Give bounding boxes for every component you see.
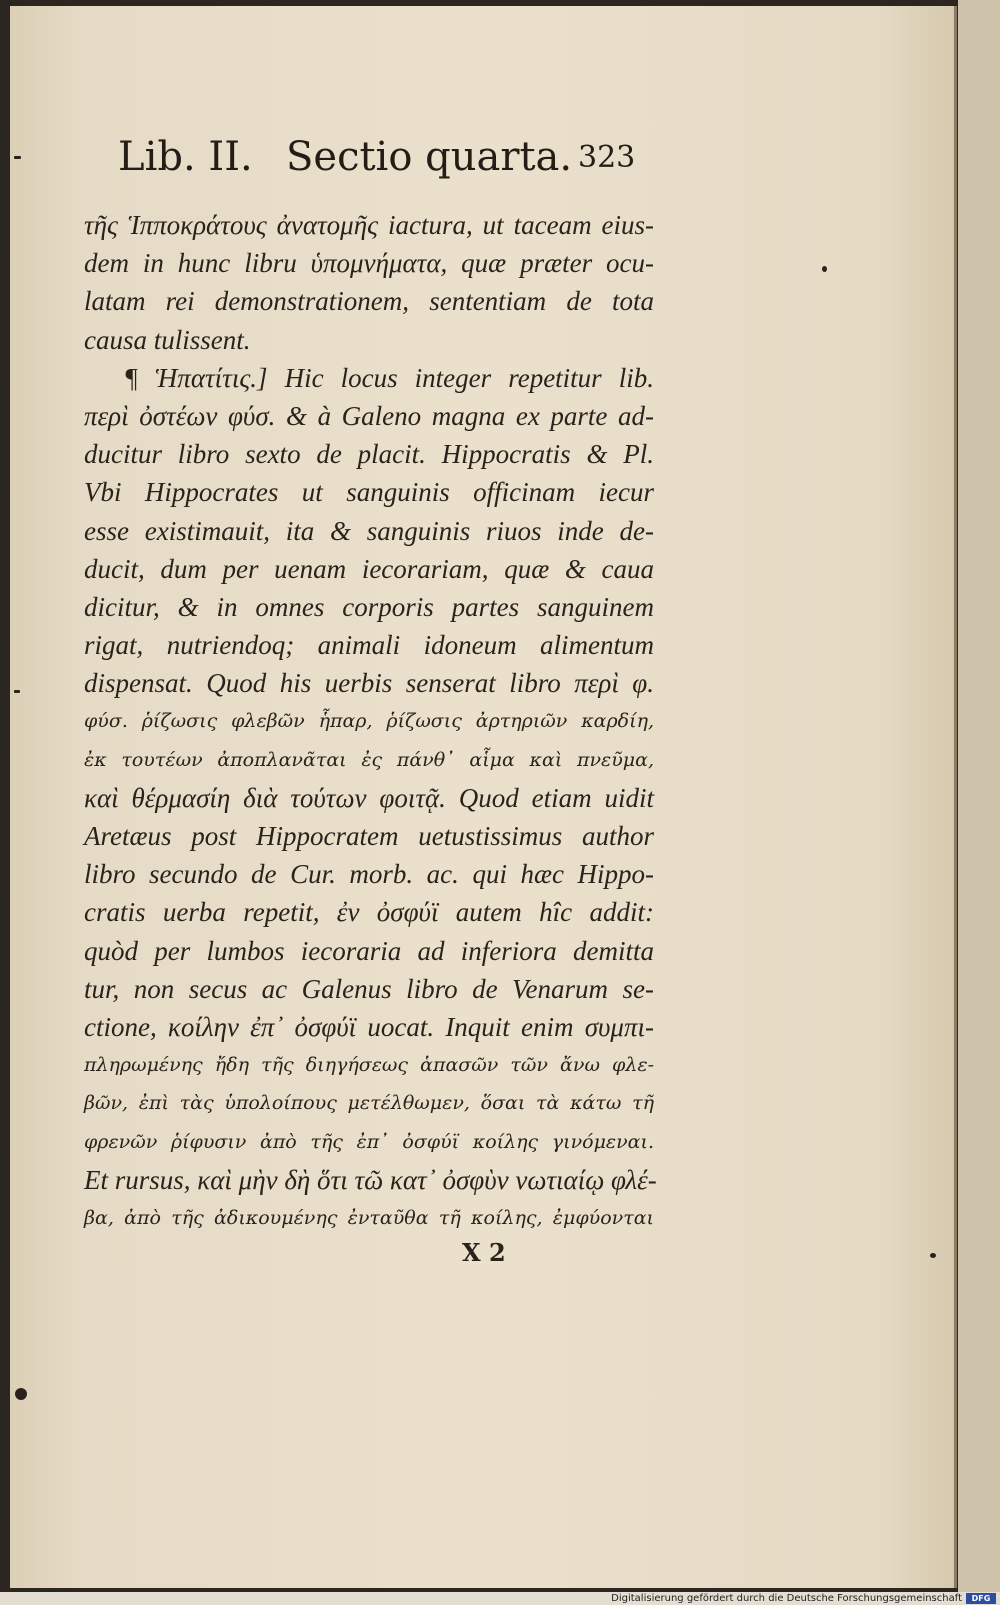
ink-speck bbox=[14, 156, 21, 159]
ink-speck bbox=[822, 266, 827, 272]
text-line: ἐκ τουτέων ἀποπλανᾶται ἐς πάνθ᾽ αἷμα καὶ πνεῦμα, bbox=[84, 748, 654, 771]
text-line: φρενῶν ῥίφυσιν ἀπὸ τῆς ἐπ᾽ ὀσφύϊ κοίλης γινόμεναι. bbox=[84, 1130, 654, 1153]
text-line: περὶ ὀστέων φύσ. & à Galeno magna ex parte ad- bbox=[84, 400, 654, 431]
footer-bar bbox=[0, 1592, 1000, 1605]
text-line: causa tulissent. bbox=[84, 324, 251, 355]
signature-mark: X 2 bbox=[462, 1238, 506, 1267]
text-line: καὶ θέρμασίη διὰ τούτων φοιτᾷ. Quod etiam uidit bbox=[84, 782, 654, 813]
body-text bbox=[84, 206, 657, 1237]
ink-speck bbox=[15, 1388, 27, 1400]
ink-speck bbox=[14, 690, 20, 693]
page-number: 323 bbox=[578, 140, 636, 175]
text-line: τῆς Ἱπποκράτους ἀνατομῆς iactura, ut taceam eius- bbox=[84, 210, 654, 240]
text-line: tur, non secus ac Galenus libro de Venarum se- bbox=[84, 973, 654, 1004]
footer-credit: Digitalisierung gefördert durch die Deutsche Forschungsgemeinschaft bbox=[611, 1593, 962, 1604]
text-line: ctione, κοίλην ἐπ᾽ ὀσφύϊ uocat. Inquit enim συμπι- bbox=[84, 1011, 654, 1042]
text-line: latam rei demonstrationem, sententiam de tota bbox=[84, 286, 654, 317]
text-line: φύσ. ῥίζωσις φλεβῶν ἧπαρ, ῥίζωσις ἀρτηριῶν καρδίη, bbox=[84, 710, 654, 733]
text-line: rigat, nutriendoq; animali idoneum alimentum bbox=[84, 630, 654, 661]
header-section-title: Sectio quarta. bbox=[286, 134, 573, 180]
text-line: Aretæus post Hippocratem uetustissimus author bbox=[84, 821, 654, 851]
text-line: ¶ Ἡπατίτις.] Hic locus integer repetitur lib. bbox=[124, 362, 654, 393]
text-line: esse existimauit, ita & sanguinis riuos inde de- bbox=[84, 515, 654, 546]
text-line: dem in hunc libru ὑπομνήματα, quæ præter ocu- bbox=[84, 248, 654, 279]
text-line: Vbi Hippocrates ut sanguinis officinam iecur bbox=[84, 477, 654, 508]
text-line: quòd per lumbos iecoraria ad inferiora demitta bbox=[84, 935, 654, 966]
text-line: πληρωμένης ἤδη τῆς διηγήσεως ἁπασῶν τῶν ἄνω φλε- bbox=[84, 1054, 654, 1077]
text-line: ducit, dum per uenam iecorariam, quæ & caua bbox=[84, 553, 654, 584]
text-line: βῶν, ἐπὶ τὰς ὑπολοίπους μετέλθωμεν, ὅσαι τὰ κάτω τῆ bbox=[84, 1092, 654, 1115]
header-book-label: Lib. II. bbox=[118, 134, 253, 180]
text-line: ducitur libro sexto de placit. Hippocratis & Pl. bbox=[84, 439, 654, 470]
text-line: Et rursus, καὶ μὴν δὴ ὅτι τῶ κατ᾽ ὀσφὺν νωτιαίῳ φλέ- bbox=[84, 1164, 657, 1195]
ink-speck bbox=[930, 1253, 936, 1258]
text-line: dicitur, & in omnes corporis partes sanguinem bbox=[84, 591, 654, 622]
running-header bbox=[118, 128, 648, 188]
text-line: cratis uerba repetit, ἐν ὀσφύϊ autem hîc addit: bbox=[84, 897, 654, 928]
text-line: dispensat. Quod his uerbis senserat libro περὶ φ. bbox=[84, 668, 654, 699]
text-line: libro secundo de Cur. morb. ac. qui hæc Hippo- bbox=[84, 859, 654, 890]
dfg-logo: DFG bbox=[966, 1593, 996, 1604]
text-line: βα, ἀπὸ τῆς ἀδικουμένης ἐνταῦθα τῆ κοίλης, ἐμφύονται bbox=[84, 1206, 654, 1229]
